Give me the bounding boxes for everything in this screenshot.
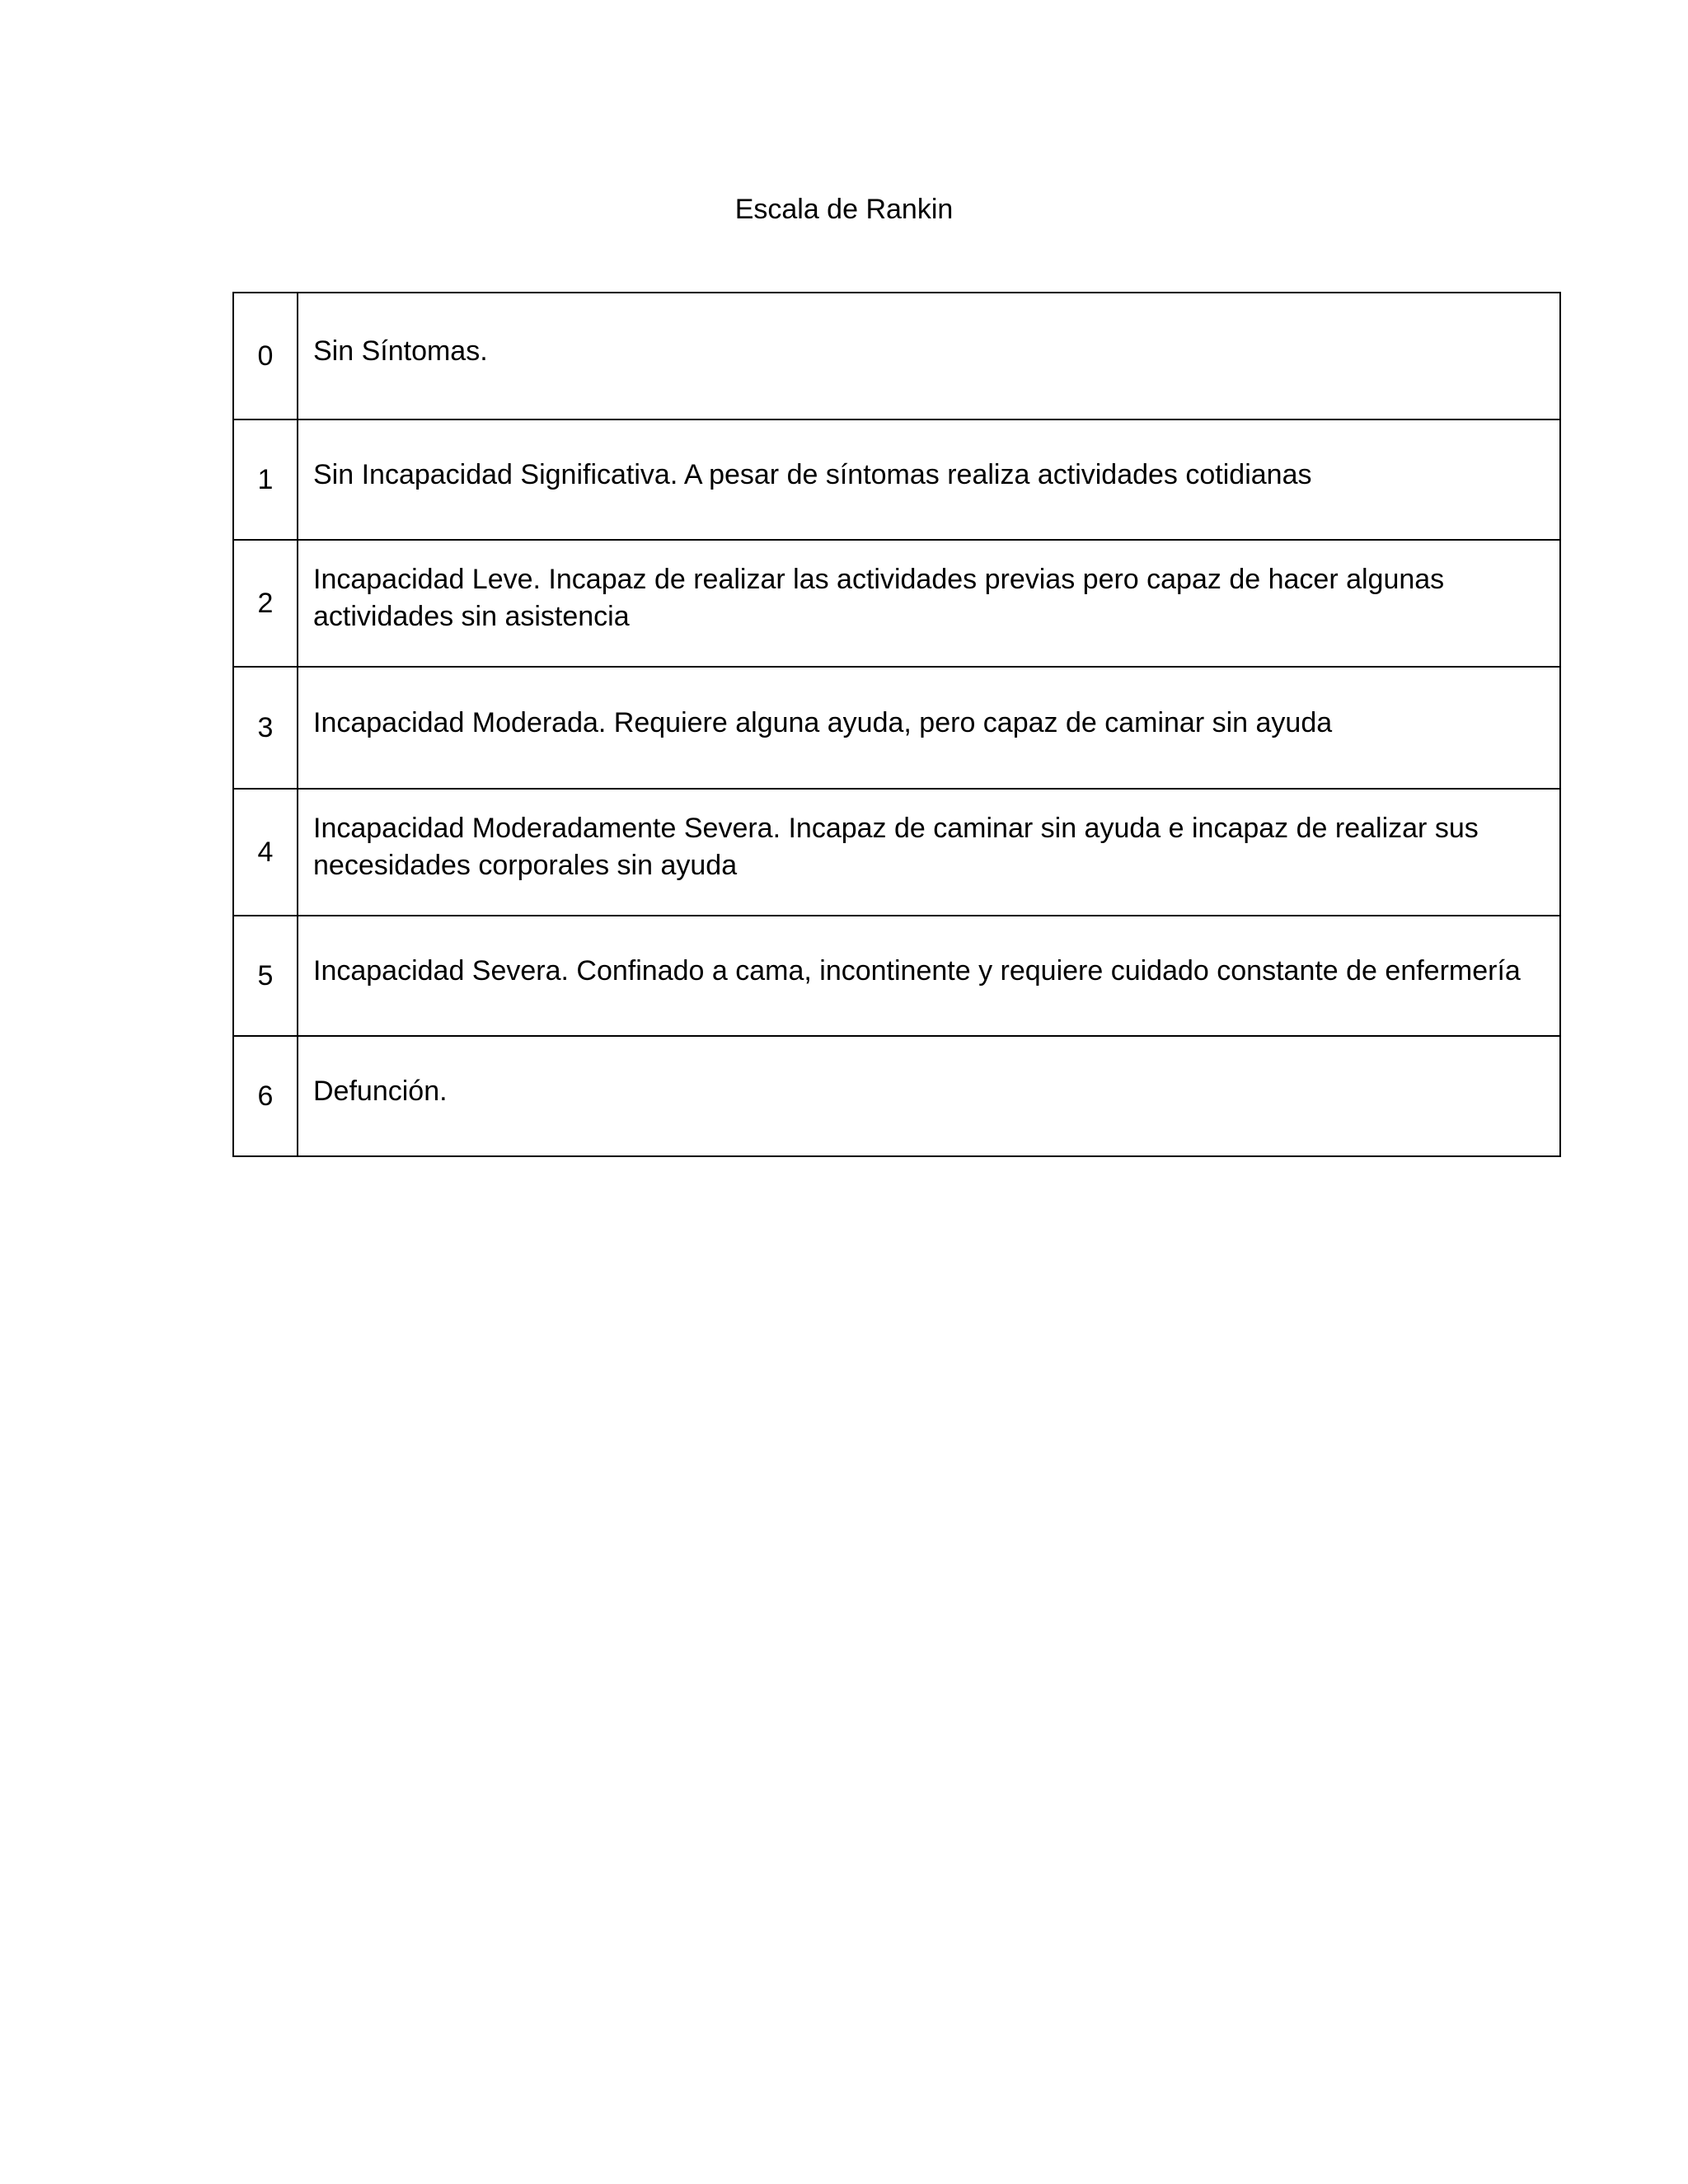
rankin-scale-table xyxy=(232,292,1561,1157)
table-row xyxy=(233,916,1560,1036)
description-cell: Sin Incapacidad Significativa. A pesar de síntomas realiza actividades cotidianas xyxy=(298,419,1560,540)
score-cell: 3 xyxy=(233,667,298,789)
score-cell: 0 xyxy=(233,293,298,419)
description-cell: Incapacidad Leve. Incapaz de realizar las actividades previas pero capaz de hacer algunas actividades sin asistencia xyxy=(298,540,1560,667)
score-cell: 4 xyxy=(233,789,298,916)
table-row xyxy=(233,293,1560,419)
description-cell: Defunción. xyxy=(298,1036,1560,1156)
description-cell: Incapacidad Severa. Confinado a cama, incontinente y requiere cuidado constante de enfermería xyxy=(298,916,1560,1036)
table-row xyxy=(233,667,1560,789)
table-row xyxy=(233,1036,1560,1156)
score-cell: 1 xyxy=(233,419,298,540)
description-cell: Incapacidad Moderada. Requiere alguna ayuda, pero capaz de caminar sin ayuda xyxy=(298,667,1560,789)
page-title: Escala de Rankin xyxy=(734,194,954,225)
score-cell: 5 xyxy=(233,916,298,1036)
description-cell: Incapacidad Moderadamente Severa. Incapaz de caminar sin ayuda e incapaz de realizar sus necesidades corporales sin ayuda xyxy=(298,789,1560,916)
score-cell: 2 xyxy=(233,540,298,667)
score-cell: 6 xyxy=(233,1036,298,1156)
table-row xyxy=(233,789,1560,916)
table-row xyxy=(233,540,1560,667)
description-cell: Sin Síntomas. xyxy=(298,293,1560,419)
table-row xyxy=(233,419,1560,540)
